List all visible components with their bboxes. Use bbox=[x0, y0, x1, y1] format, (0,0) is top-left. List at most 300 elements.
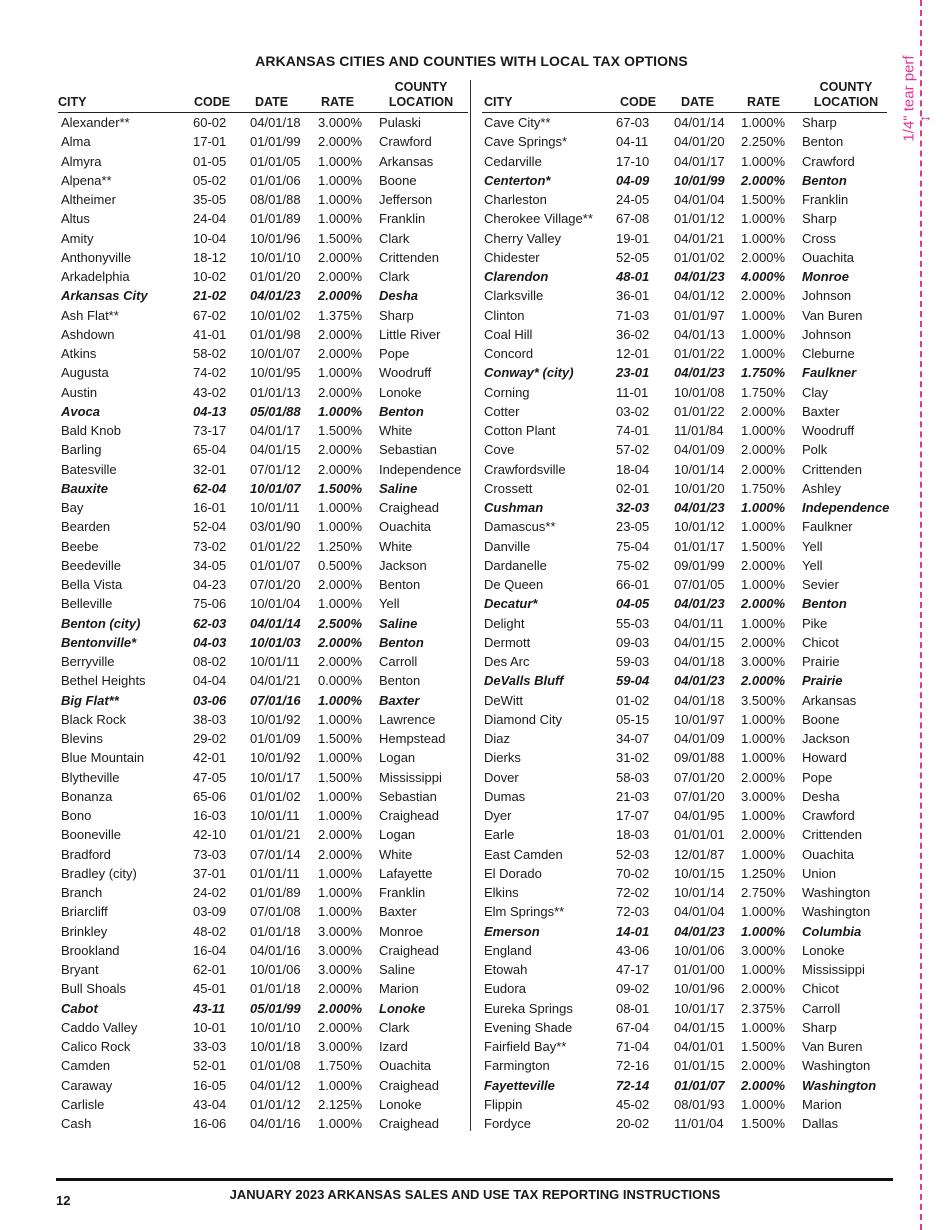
table-row bbox=[58, 671, 468, 690]
table-row bbox=[482, 152, 887, 171]
cell-date: 10/01/07 bbox=[250, 346, 301, 361]
table-row bbox=[482, 594, 887, 613]
cell-county: Ouachita bbox=[379, 519, 432, 535]
cell-rate: 3.000% bbox=[741, 788, 786, 804]
cell-rate: 2.000% bbox=[741, 461, 786, 477]
cell-county: Sharp bbox=[802, 115, 837, 130]
cell-code: 24-04 bbox=[193, 211, 227, 227]
cell-code: 10-01 bbox=[193, 1019, 227, 1035]
cell-city: Elkins bbox=[484, 885, 519, 900]
cell-code: 58-03 bbox=[616, 769, 650, 785]
table-row bbox=[482, 614, 887, 633]
cell-date: 10/01/10 bbox=[250, 1019, 301, 1035]
table-row bbox=[482, 113, 887, 132]
cell-rate: 2.000% bbox=[318, 288, 363, 304]
table-row bbox=[58, 460, 468, 479]
cell-city: Diaz bbox=[484, 731, 511, 746]
cell-county: Arkansas bbox=[802, 692, 857, 708]
cell-city: Brinkley bbox=[61, 923, 108, 939]
cell-date: 04/01/16 bbox=[250, 1116, 301, 1131]
cell-date: 01/01/06 bbox=[250, 172, 301, 188]
cell-rate: 2.000% bbox=[741, 596, 786, 612]
cell-code: 32-01 bbox=[193, 461, 227, 477]
cell-county: Pope bbox=[379, 346, 410, 361]
cell-city: Centerton* bbox=[484, 172, 551, 188]
column-divider bbox=[470, 80, 471, 1131]
cell-county: Craighead bbox=[379, 942, 439, 958]
header-rate: RATE bbox=[747, 95, 781, 109]
cell-code: 52-01 bbox=[193, 1058, 227, 1074]
cell-county: Boone bbox=[379, 172, 417, 188]
cell-rate: 1.000% bbox=[741, 577, 786, 592]
cell-rate: 2.000% bbox=[741, 981, 786, 997]
header-location: LOCATION bbox=[813, 95, 879, 109]
cell-code: 17-07 bbox=[616, 808, 650, 823]
cell-code: 17-01 bbox=[193, 134, 227, 150]
cell-code: 18-04 bbox=[616, 461, 650, 477]
cell-county: Pope bbox=[802, 769, 833, 785]
cell-date: 03/01/90 bbox=[250, 519, 301, 535]
cell-city: Barling bbox=[61, 442, 102, 458]
table-row bbox=[58, 1095, 468, 1114]
cell-county: Prairie bbox=[802, 654, 840, 669]
table-row bbox=[482, 1076, 887, 1095]
cell-county: Jackson bbox=[379, 557, 427, 573]
cell-county: Mississippi bbox=[802, 962, 865, 977]
cell-code: 04-03 bbox=[193, 634, 227, 650]
cell-rate: 2.125% bbox=[318, 1096, 363, 1112]
cell-code: 17-10 bbox=[616, 153, 650, 169]
cell-rate: 2.375% bbox=[741, 1000, 786, 1016]
header-code: CODE bbox=[194, 95, 231, 109]
cell-city: Fordyce bbox=[484, 1116, 531, 1131]
table-row bbox=[58, 960, 468, 979]
cell-code: 72-16 bbox=[616, 1058, 650, 1074]
cell-code: 47-17 bbox=[616, 962, 650, 977]
cell-city: El Dorado bbox=[484, 865, 542, 881]
cell-date: 04/01/15 bbox=[250, 442, 301, 458]
cell-city: Delight bbox=[484, 615, 525, 631]
cell-city: Bradford bbox=[61, 846, 111, 862]
cell-code: 48-02 bbox=[193, 923, 227, 939]
cell-code: 10-04 bbox=[193, 230, 227, 246]
table-row bbox=[482, 306, 887, 325]
cell-city: Crossett bbox=[484, 480, 533, 496]
cell-code: 23-01 bbox=[616, 365, 650, 381]
cell-code: 38-03 bbox=[193, 711, 227, 727]
cell-date: 01/01/00 bbox=[674, 962, 725, 977]
cell-county: Carroll bbox=[802, 1000, 841, 1016]
cell-code: 14-01 bbox=[616, 923, 650, 939]
table-row bbox=[58, 402, 468, 421]
cell-county: Polk bbox=[802, 442, 828, 458]
table-row bbox=[58, 806, 468, 825]
table-row bbox=[58, 267, 468, 286]
cell-city: Branch bbox=[61, 885, 103, 900]
cell-date: 01/01/15 bbox=[674, 1058, 725, 1074]
cell-rate: 2.000% bbox=[318, 249, 363, 265]
table-row bbox=[482, 479, 887, 498]
cell-date: 01/01/05 bbox=[250, 153, 301, 169]
cell-city: Altus bbox=[61, 211, 90, 227]
cell-rate: 2.000% bbox=[741, 557, 786, 573]
cell-code: 05-02 bbox=[193, 172, 227, 188]
cell-city: Crawfordsville bbox=[484, 461, 566, 477]
cell-city: Corning bbox=[484, 384, 530, 400]
cell-city: Black Rock bbox=[61, 711, 127, 727]
cell-county: Benton bbox=[379, 673, 421, 689]
cell-date: 05/01/99 bbox=[250, 1000, 301, 1016]
cell-city: Bonanza bbox=[61, 788, 113, 804]
cell-date: 04/01/09 bbox=[674, 442, 725, 458]
cell-county: Prairie bbox=[802, 673, 843, 689]
cell-city: Clarksville bbox=[484, 288, 544, 304]
cell-rate: 1.000% bbox=[741, 346, 786, 361]
cell-date: 01/01/01 bbox=[674, 827, 725, 843]
cell-rate: 1.000% bbox=[741, 1096, 786, 1112]
cell-date: 04/01/04 bbox=[674, 192, 725, 207]
table-row bbox=[58, 1037, 468, 1056]
table-row bbox=[58, 556, 468, 575]
cell-code: 52-03 bbox=[616, 846, 650, 862]
left-table bbox=[58, 78, 468, 1133]
cell-county: Logan bbox=[379, 827, 416, 843]
cell-date: 10/01/99 bbox=[674, 172, 725, 188]
cell-county: Ouachita bbox=[802, 846, 855, 862]
cell-date: 07/01/05 bbox=[674, 577, 725, 592]
cell-date: 10/01/95 bbox=[250, 365, 301, 381]
cell-code: 02-01 bbox=[616, 480, 650, 496]
cell-date: 01/01/12 bbox=[674, 211, 725, 227]
cell-city: Cedarville bbox=[484, 153, 542, 169]
cell-county: Sebastian bbox=[379, 442, 437, 458]
cell-rate: 3.000% bbox=[741, 942, 786, 958]
cell-date: 10/01/96 bbox=[674, 981, 725, 997]
table-row bbox=[482, 902, 887, 921]
cell-code: 43-11 bbox=[193, 1000, 226, 1016]
cell-county: Woodruff bbox=[802, 423, 855, 438]
cell-city: Big Flat** bbox=[61, 692, 119, 708]
cell-date: 04/01/18 bbox=[250, 115, 301, 130]
cell-code: 67-02 bbox=[193, 307, 227, 323]
cell-date: 10/01/17 bbox=[674, 1000, 725, 1016]
cell-county: Pike bbox=[802, 615, 828, 631]
table-row bbox=[58, 1114, 468, 1133]
table-row bbox=[482, 999, 887, 1018]
cell-code: 57-02 bbox=[616, 442, 650, 458]
cell-code: 34-05 bbox=[193, 557, 227, 573]
cell-county: Lonoke bbox=[379, 384, 422, 400]
cell-city: Clinton bbox=[484, 307, 525, 323]
cell-rate: 2.000% bbox=[741, 1058, 786, 1074]
tear-perforation-line bbox=[920, 0, 922, 1230]
cell-county: Benton bbox=[802, 172, 847, 188]
cell-city: Ash Flat** bbox=[61, 307, 119, 323]
table-row bbox=[58, 1056, 468, 1075]
cell-county: Cross bbox=[802, 230, 836, 246]
cell-county: Howard bbox=[802, 750, 847, 766]
cell-code: 16-01 bbox=[193, 500, 227, 515]
cell-county: Logan bbox=[379, 750, 416, 766]
cell-county: Faulkner bbox=[802, 519, 853, 535]
table-row bbox=[482, 1056, 887, 1075]
cell-date: 04/01/12 bbox=[250, 1077, 301, 1093]
cell-rate: 2.000% bbox=[318, 827, 363, 843]
cell-code: 48-01 bbox=[616, 269, 650, 284]
cell-city: Augusta bbox=[61, 365, 109, 381]
cell-city: Booneville bbox=[61, 827, 121, 843]
cell-rate: 1.750% bbox=[318, 1058, 363, 1074]
cell-city: Alexander** bbox=[61, 115, 130, 130]
table-row bbox=[482, 806, 887, 825]
cell-city: Berryville bbox=[61, 654, 115, 669]
table-row bbox=[482, 671, 887, 690]
cell-county: Crittenden bbox=[802, 461, 862, 477]
cell-city: Avoca bbox=[61, 403, 101, 419]
table-row bbox=[482, 922, 887, 941]
cell-county: Crawford bbox=[379, 134, 432, 150]
cell-date: 10/01/97 bbox=[674, 711, 725, 727]
cell-code: 37-01 bbox=[193, 865, 227, 881]
cell-city: Emerson bbox=[484, 923, 540, 939]
table-row bbox=[58, 306, 468, 325]
cell-rate: 1.000% bbox=[741, 962, 786, 977]
cell-code: 12-01 bbox=[616, 346, 650, 361]
cell-date: 01/01/99 bbox=[250, 134, 301, 150]
cell-code: 71-03 bbox=[616, 307, 650, 323]
cell-rate: 1.000% bbox=[318, 692, 363, 708]
cell-county: Baxter bbox=[379, 692, 420, 708]
cell-city: Dyer bbox=[484, 808, 512, 823]
cell-county: Yell bbox=[802, 557, 823, 573]
cell-city: Bradley (city) bbox=[61, 865, 137, 881]
cell-county: Independence bbox=[379, 461, 462, 477]
cell-rate: 1.750% bbox=[741, 480, 786, 496]
cell-county: Desha bbox=[379, 288, 419, 304]
cell-date: 10/01/10 bbox=[250, 249, 301, 265]
cell-date: 07/01/08 bbox=[250, 904, 301, 920]
cell-date: 10/01/06 bbox=[674, 942, 725, 958]
cell-date: 01/01/09 bbox=[250, 731, 301, 746]
cell-rate: 3.000% bbox=[741, 654, 786, 669]
cell-rate: 1.500% bbox=[741, 538, 786, 554]
cell-date: 01/01/02 bbox=[674, 249, 725, 265]
table-row bbox=[58, 344, 468, 363]
cell-county: Franklin bbox=[379, 211, 426, 227]
table-row bbox=[58, 325, 468, 344]
cell-rate: 0.500% bbox=[318, 557, 363, 573]
table-row bbox=[482, 883, 887, 902]
cell-date: 12/01/87 bbox=[674, 846, 725, 862]
cell-code: 52-05 bbox=[616, 249, 650, 265]
cell-code: 03-06 bbox=[193, 692, 227, 708]
cell-county: Washington bbox=[802, 1077, 877, 1093]
cell-rate: 3.000% bbox=[318, 942, 363, 958]
table-row bbox=[58, 1018, 468, 1037]
cell-city: Blue Mountain bbox=[61, 750, 145, 766]
table-row bbox=[58, 691, 468, 710]
cell-date: 11/01/04 bbox=[674, 1116, 724, 1131]
cell-code: 08-01 bbox=[616, 1000, 650, 1016]
table-row bbox=[482, 267, 887, 286]
cell-county: Van Buren bbox=[802, 307, 863, 323]
cell-code: 43-04 bbox=[193, 1096, 227, 1112]
cell-code: 21-02 bbox=[193, 288, 227, 304]
cell-county: Boone bbox=[802, 711, 840, 727]
cell-rate: 1.000% bbox=[741, 326, 786, 342]
table-row bbox=[58, 421, 468, 440]
cell-rate: 1.000% bbox=[318, 500, 363, 515]
cell-county: Johnson bbox=[802, 288, 852, 304]
cell-date: 04/01/23 bbox=[250, 288, 301, 304]
cell-city: Coal Hill bbox=[484, 326, 533, 342]
cell-code: 23-05 bbox=[616, 519, 650, 535]
cell-code: 33-03 bbox=[193, 1039, 227, 1054]
cell-rate: 1.000% bbox=[318, 788, 363, 804]
table-row bbox=[58, 922, 468, 941]
cell-rate: 3.000% bbox=[318, 1039, 363, 1054]
table-row bbox=[58, 979, 468, 998]
cell-county: Monroe bbox=[802, 269, 849, 284]
cell-rate: 2.000% bbox=[741, 403, 786, 419]
double-arrow-icon: ↔ bbox=[918, 108, 933, 125]
cell-code: 42-10 bbox=[193, 827, 227, 843]
cell-city: Dover bbox=[484, 769, 519, 785]
cell-county: Izard bbox=[379, 1039, 408, 1054]
cell-city: Alma bbox=[61, 134, 91, 150]
cell-code: 34-07 bbox=[616, 731, 650, 746]
cell-city: Fairfield Bay** bbox=[484, 1039, 567, 1054]
cell-city: Dumas bbox=[484, 788, 526, 804]
cell-date: 11/01/84 bbox=[674, 423, 724, 438]
cell-code: 36-02 bbox=[616, 326, 650, 342]
cell-city: Benton (city) bbox=[61, 615, 141, 631]
table-row bbox=[58, 1076, 468, 1095]
table-row bbox=[58, 614, 468, 633]
cell-rate: 1.000% bbox=[318, 365, 363, 381]
table-body bbox=[482, 113, 890, 1133]
cell-date: 04/01/09 bbox=[674, 731, 725, 746]
cell-county: Sharp bbox=[379, 307, 414, 323]
cell-city: East Camden bbox=[484, 846, 563, 862]
table-row bbox=[482, 421, 887, 440]
tear-perf-text: 1/4" tear perf bbox=[900, 55, 918, 142]
cell-date: 07/01/20 bbox=[674, 769, 725, 785]
cell-county: Sharp bbox=[802, 1019, 837, 1035]
cell-code: 16-04 bbox=[193, 942, 227, 958]
cell-city: Camden bbox=[61, 1058, 111, 1074]
table-row bbox=[482, 286, 887, 305]
header-city: CITY bbox=[484, 95, 513, 109]
cell-county: Sevier bbox=[802, 577, 839, 592]
cell-code: 24-02 bbox=[193, 885, 227, 900]
cell-date: 04/01/15 bbox=[674, 1019, 725, 1035]
cell-city: Fayetteville bbox=[484, 1077, 555, 1093]
header-county: COUNTY bbox=[394, 80, 448, 94]
cell-rate: 1.375% bbox=[318, 307, 363, 323]
table-row bbox=[482, 691, 887, 710]
page-title: ARKANSAS CITIES AND COUNTIES WITH LOCAL TAX OPTIONS bbox=[255, 53, 688, 69]
cell-rate: 2.000% bbox=[741, 249, 786, 265]
table-row bbox=[58, 498, 468, 517]
cell-date: 04/01/14 bbox=[674, 115, 725, 130]
cell-county: Craighead bbox=[379, 1077, 439, 1093]
cell-date: 10/01/04 bbox=[250, 596, 301, 612]
table-row bbox=[482, 402, 887, 421]
cell-date: 01/01/97 bbox=[674, 307, 725, 323]
cell-county: Benton bbox=[802, 134, 844, 150]
cell-date: 04/01/17 bbox=[250, 423, 301, 438]
cell-date: 08/01/93 bbox=[674, 1096, 725, 1112]
cell-county: Baxter bbox=[379, 904, 417, 920]
cell-city: DeWitt bbox=[484, 692, 523, 708]
cell-county: Lafayette bbox=[379, 865, 433, 881]
cell-city: Cash bbox=[61, 1116, 92, 1131]
cell-rate: 1.000% bbox=[318, 403, 363, 419]
cell-code: 72-02 bbox=[616, 885, 650, 900]
cell-county: Jefferson bbox=[379, 192, 433, 207]
cell-rate: 1.000% bbox=[318, 750, 363, 766]
cell-rate: 1.500% bbox=[741, 1039, 786, 1054]
cell-city: Belleville bbox=[61, 596, 113, 612]
cell-rate: 1.000% bbox=[318, 711, 363, 727]
cell-city: Calico Rock bbox=[61, 1039, 131, 1054]
cell-city: Almyra bbox=[61, 153, 102, 169]
cell-code: 18-12 bbox=[193, 249, 227, 265]
cell-code: 42-01 bbox=[193, 750, 227, 766]
cell-rate: 1.000% bbox=[741, 904, 786, 920]
cell-county: Crawford bbox=[802, 153, 855, 169]
cell-city: Caraway bbox=[61, 1077, 113, 1093]
cell-county: Crittenden bbox=[379, 249, 439, 265]
table-row bbox=[58, 363, 468, 382]
cell-date: 04/01/11 bbox=[674, 615, 724, 631]
table-row bbox=[482, 633, 887, 652]
cell-code: 62-01 bbox=[193, 962, 227, 977]
cell-date: 10/01/14 bbox=[674, 461, 725, 477]
cell-county: Clark bbox=[379, 1019, 410, 1035]
cell-code: 03-02 bbox=[616, 403, 650, 419]
cell-rate: 0.000% bbox=[318, 673, 363, 689]
table-row bbox=[482, 768, 887, 787]
cell-code: 62-03 bbox=[193, 615, 227, 631]
cell-rate: 1.000% bbox=[741, 1019, 786, 1035]
cell-date: 10/01/11 bbox=[250, 654, 300, 669]
table-row bbox=[58, 999, 468, 1018]
cell-city: De Queen bbox=[484, 577, 544, 592]
cell-code: 71-04 bbox=[616, 1039, 650, 1054]
cell-county: Craighead bbox=[379, 500, 439, 515]
cell-rate: 2.000% bbox=[318, 461, 363, 477]
cell-code: 59-04 bbox=[616, 673, 650, 689]
cell-city: Bentonville* bbox=[61, 634, 137, 650]
cell-rate: 1.000% bbox=[318, 153, 363, 169]
cell-code: 65-04 bbox=[193, 442, 227, 458]
table-row bbox=[58, 633, 468, 652]
cell-rate: 2.000% bbox=[318, 654, 363, 669]
cell-date: 04/01/23 bbox=[674, 500, 725, 515]
table-row bbox=[58, 710, 468, 729]
cell-date: 07/01/14 bbox=[250, 846, 301, 862]
cell-county: Yell bbox=[379, 596, 400, 612]
page-number: 12 bbox=[56, 1193, 71, 1208]
cell-county: Ashley bbox=[802, 480, 842, 496]
cell-date: 04/01/13 bbox=[674, 326, 725, 342]
cell-code: 11-01 bbox=[616, 384, 649, 400]
cell-rate: 1.500% bbox=[318, 731, 363, 746]
cell-county: Ouachita bbox=[379, 1058, 432, 1074]
cell-date: 01/01/89 bbox=[250, 885, 301, 900]
